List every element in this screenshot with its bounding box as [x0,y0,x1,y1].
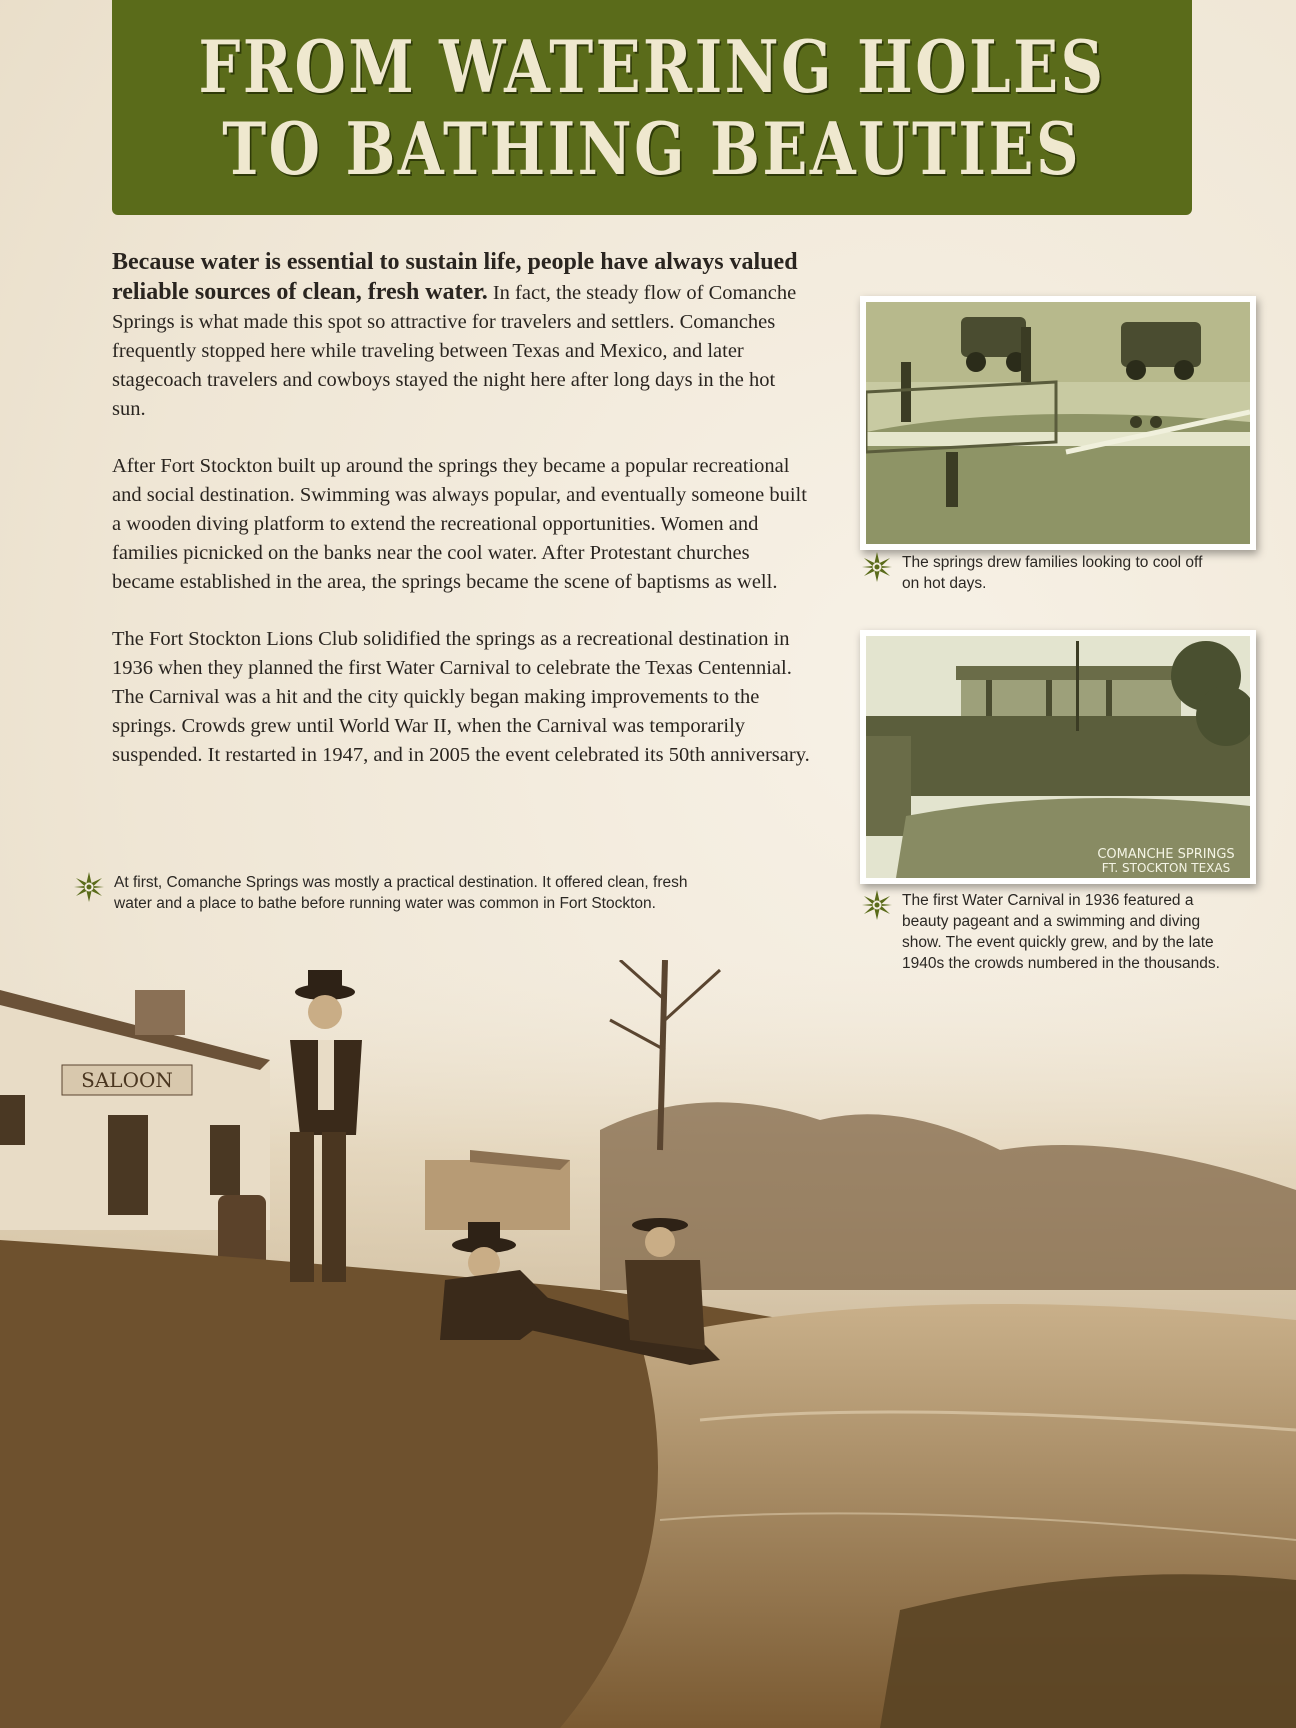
paragraph-1-rest: In fact, the steady flow of Comanche Springs is what made this spot so attractive for travelers and settlers. Comanches frequently stopped here while traveling between Texas and Mexico, and later stagecoach travelers and cowboys stayed the night here after long days in the hot sun. [112,282,797,420]
photo-families-swimming-image [866,302,1250,544]
saloon-sign-text: SALOON [81,1068,173,1092]
caption-main-photo-text: At first, Comanche Springs was mostly a practical destination. It offered clean, fresh water and a place to bathe before running water was common in Fort Stockton. [114,874,688,912]
star-burst-icon [862,890,892,920]
postcard-label-line-2: FT. STOCKTON TEXAS [1101,861,1231,875]
title-line-2: TO BATHING BEAUTIES [222,105,1082,191]
title-line-1: FROM WATERING HOLES [198,23,1106,109]
caption-main-photo [74,872,694,914]
photo-water-carnival [860,630,1256,884]
caption-photo-1-text: The springs drew families looking to cool off on hot days. [902,554,1203,592]
star-burst-icon [862,552,892,582]
caption-photo-2-text: The first Water Carnival in 1936 featured a beauty pageant and a swimming and diving show. The event quickly grew, and by the late 1940s the crowds numbered in the thousands. [902,892,1220,972]
star-burst-icon [74,872,104,902]
paragraph-3: The Fort Stockton Lions Club solidified the springs as a recreational destination in 1936 when they planned the first Water Carnival to celebrate the Texas Centennial. The Carnival was a hit and the city quickly began making improvements to the springs. Crowds grew until World War II, when the Carnival was temporarily suspended. It restarted in 1947, and in 2005 the event celebrated its 50th anniversary. [112,628,810,766]
title-banner [112,0,1192,215]
caption-photo-1 [862,552,1212,594]
body-text [112,248,812,798]
historic-springs-photo [0,960,1296,1728]
paragraph-1 [112,248,812,424]
caption-photo-2 [862,890,1237,974]
postcard-label-line-1: COMANCHE SPRINGS [1097,847,1235,862]
paragraph-2: After Fort Stockton built up around the springs they became a popular recreational and social destination. Swimming was always popular, and eventually someone built a wooden diving platform to extend the recreational opportunities. Women and families picnicked on the banks near the cool water. After Protestant churches became established in the area, the springs became the scene of baptisms as well. [112,455,807,593]
photo-water-carnival-image [866,636,1250,878]
lead-sentence: Because water is essential to sustain life, people have always valued reliable sources of clean, fresh water. [112,249,798,305]
photo-families-swimming [860,296,1256,550]
